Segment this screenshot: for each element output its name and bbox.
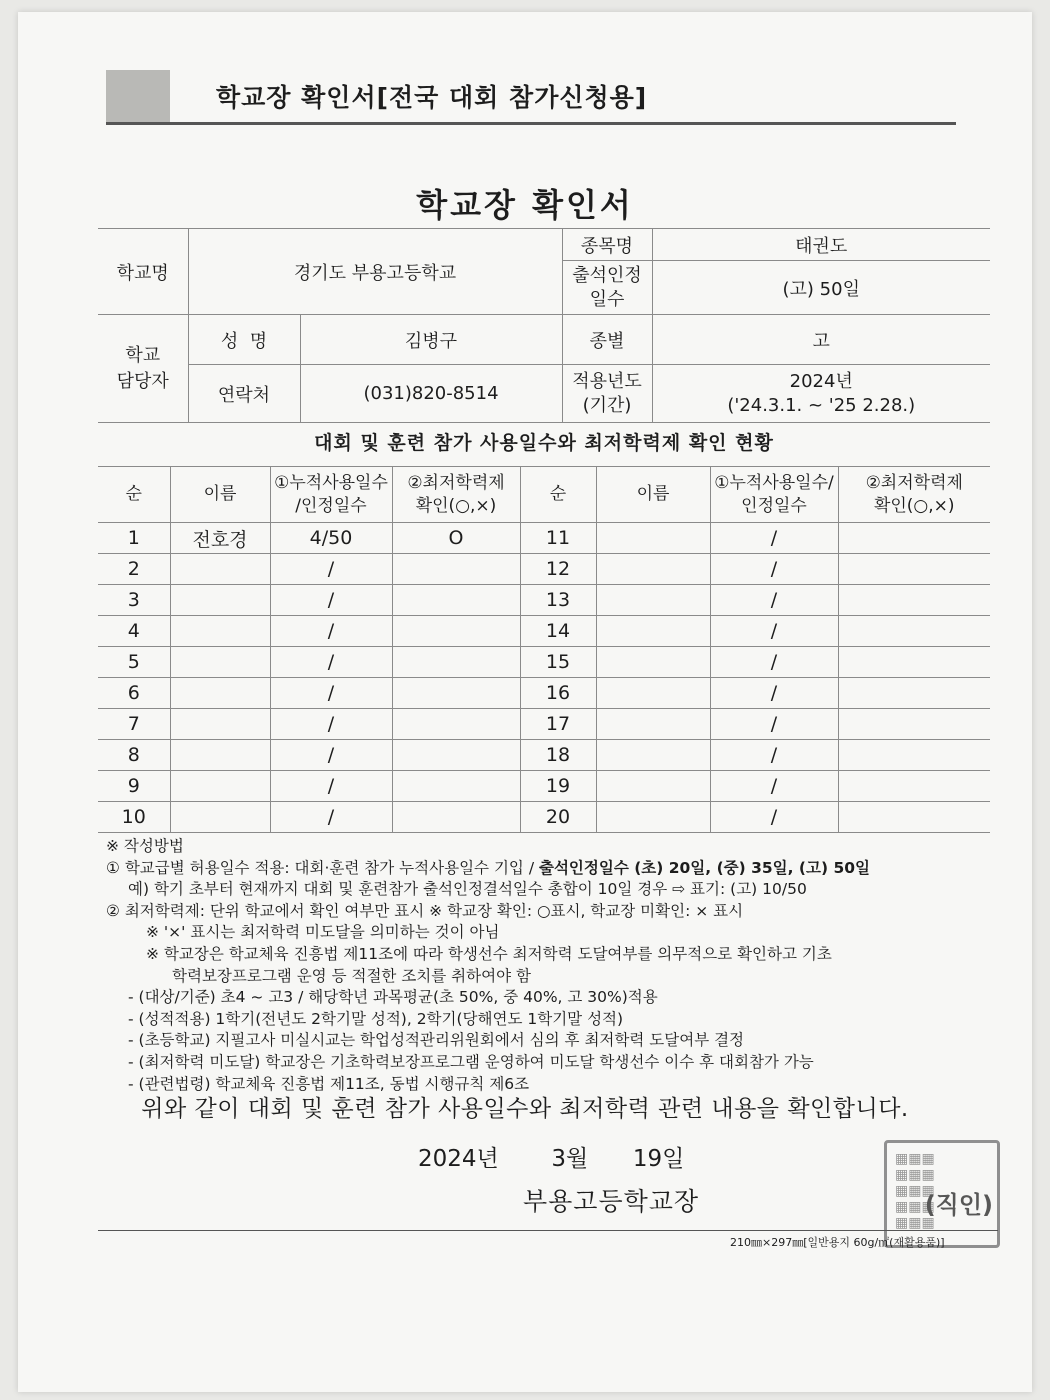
note-2-b-cont: 학력보장프로그램 운영 등 적절한 조치를 취하여야 함 xyxy=(172,966,531,985)
section-title: 대회 및 훈련 참가 사용일수와 최저학력제 확인 현황 xyxy=(314,432,774,454)
participation-table xyxy=(98,466,990,833)
row-days-right: / xyxy=(710,523,838,554)
school-name: 경기도 부용고등학교 xyxy=(188,229,562,315)
date-month: 3월 xyxy=(551,1146,589,1172)
document-title: 학교장 확인서 xyxy=(416,186,634,224)
col-days-right: ①누적사용일수/ 인정일수 xyxy=(710,467,838,523)
row-check xyxy=(392,647,520,678)
row-name-right xyxy=(596,647,710,678)
name-label: 성 명 xyxy=(188,315,300,365)
instructions xyxy=(106,836,1006,1095)
row-no: 8 xyxy=(98,740,170,771)
seal-icon: ▦▦▦ ▦▦▦ ▦▦▦ ▦▦▦ ▦▦▦ xyxy=(895,1151,935,1231)
row-check xyxy=(392,585,520,616)
row-check-right xyxy=(838,554,990,585)
date-day: 19일 xyxy=(632,1146,685,1172)
row-no-right: 18 xyxy=(520,740,596,771)
col-name: 이름 xyxy=(170,467,270,523)
row-days: / xyxy=(270,647,392,678)
attendance-label: 출석인정 일수 xyxy=(562,261,652,315)
notes-heading: ※ 작성방법 xyxy=(106,837,184,855)
row-name xyxy=(170,678,270,709)
table-row xyxy=(98,523,990,554)
row-no-right: 16 xyxy=(520,678,596,709)
note-1 xyxy=(106,858,1006,880)
row-days-right: / xyxy=(710,647,838,678)
col-check: ②최저학력제 확인(○,×) xyxy=(392,467,520,523)
detail-4: - (최저학력 미도달) 학교장은 기초학력보장프로그램 운영하여 미도달 학생선수 이수 후 대회참가 가능 xyxy=(128,1052,814,1071)
row-name-right xyxy=(596,802,710,833)
row-days: / xyxy=(270,616,392,647)
table-row xyxy=(98,771,990,802)
note-1-text: ① 학교급별 허용일수 적용: 대회·훈련 참가 누적사용일수 기입 / xyxy=(106,858,539,877)
row-check-right xyxy=(838,802,990,833)
row-name: 전호경 xyxy=(170,523,270,554)
period-value: ('24.3.1. ~ '25 2.28.) xyxy=(727,394,916,416)
document-page xyxy=(18,12,1032,1392)
event-value: 태권도 xyxy=(652,229,990,261)
row-no: 10 xyxy=(98,802,170,833)
row-days: / xyxy=(270,740,392,771)
bottom-divider xyxy=(98,1230,998,1231)
date-year: 2024년 xyxy=(418,1146,499,1172)
row-days-right: / xyxy=(710,771,838,802)
detail-5: - (관련법령) 학교체육 진흥법 제11조, 동법 시행규칙 제6조 xyxy=(128,1074,530,1093)
row-days: / xyxy=(270,678,392,709)
row-days: / xyxy=(270,802,392,833)
table-row xyxy=(98,709,990,740)
row-name xyxy=(170,616,270,647)
row-no: 3 xyxy=(98,585,170,616)
note-2-a: ※ '×' 표시는 최저학력 미도달을 의미하는 것이 아님 xyxy=(146,923,500,942)
participation-rows xyxy=(98,523,990,833)
row-check-right xyxy=(838,585,990,616)
table-row xyxy=(98,678,990,709)
row-no-right: 17 xyxy=(520,709,596,740)
row-check-right xyxy=(838,616,990,647)
row-days: 4/50 xyxy=(270,523,392,554)
row-no-right: 15 xyxy=(520,647,596,678)
year-label: 적용년도 (기간) xyxy=(562,365,652,423)
row-days-right: / xyxy=(710,802,838,833)
row-days-right: / xyxy=(710,709,838,740)
note-1-example: 예) 학기 초부터 현재까지 대회 및 훈련참가 출석인정결석일수 총합이 10일 경우 ⇨ 표기: (고) 10/50 xyxy=(128,880,807,899)
row-days: / xyxy=(270,554,392,585)
row-name xyxy=(170,709,270,740)
row-check xyxy=(392,709,520,740)
row-check-right xyxy=(838,709,990,740)
row-name-right xyxy=(596,709,710,740)
table-row xyxy=(98,802,990,833)
paper-spec: 210㎜×297㎜[일반용지 60g/㎡(재활용품)] xyxy=(730,1236,945,1249)
row-check-right xyxy=(838,771,990,802)
row-days-right: / xyxy=(710,678,838,709)
detail-3: - (초등학교) 지필고사 미실시교는 학업성적관리위원회에서 심의 후 최저학력 도달여부 결정 xyxy=(128,1031,745,1050)
row-check-right xyxy=(838,740,990,771)
contact-label: 학교 담당자 xyxy=(98,315,188,423)
row-check xyxy=(392,740,520,771)
header-shade-block xyxy=(106,70,170,122)
header-bar xyxy=(106,70,956,125)
division-label: 종별 xyxy=(562,315,652,365)
row-no-right: 11 xyxy=(520,523,596,554)
detail-1: - (대상/기준) 초4 ~ 고3 / 해당학년 과목평균(초 50%, 중 40%, 고 30%)적용 xyxy=(128,988,658,1007)
row-no: 1 xyxy=(98,523,170,554)
row-no-right: 14 xyxy=(520,616,596,647)
row-no: 6 xyxy=(98,678,170,709)
row-name xyxy=(170,554,270,585)
year-cell xyxy=(652,365,990,423)
row-name-right xyxy=(596,554,710,585)
col-check-right: ②최저학력제 확인(○,×) xyxy=(838,467,990,523)
row-check xyxy=(392,802,520,833)
note-1-bold: 출석인정일수 (초) 20일, (중) 35일, (고) 50일 xyxy=(538,858,871,877)
table-row xyxy=(98,554,990,585)
row-days: / xyxy=(270,709,392,740)
row-name-right xyxy=(596,771,710,802)
table-row xyxy=(98,616,990,647)
row-name xyxy=(170,585,270,616)
row-days: / xyxy=(270,771,392,802)
row-no: 9 xyxy=(98,771,170,802)
row-no: 7 xyxy=(98,709,170,740)
row-name xyxy=(170,740,270,771)
row-no-right: 19 xyxy=(520,771,596,802)
confirm-statement: 위와 같이 대회 및 훈련 참가 사용일수와 최저학력 관련 내용을 확인합니다. xyxy=(141,1096,909,1122)
detail-2: - (성적적용) 1학기(전년도 2학기말 성적), 2학기(당해연도 1학기말 성적) xyxy=(128,1009,624,1028)
seal-label: (직인) xyxy=(924,1191,993,1219)
table-row xyxy=(98,585,990,616)
row-name xyxy=(170,771,270,802)
row-days: / xyxy=(270,585,392,616)
col-name-right: 이름 xyxy=(596,467,710,523)
row-no-right: 20 xyxy=(520,802,596,833)
row-name xyxy=(170,802,270,833)
row-check-right xyxy=(838,678,990,709)
note-2-b: ※ 학교장은 학교체육 진흥법 제11조에 따라 학생선수 최저학력 도달여부를 의무적으로 확인하고 기초 xyxy=(146,944,832,963)
row-days-right: / xyxy=(710,554,838,585)
row-name xyxy=(170,647,270,678)
table-row xyxy=(98,647,990,678)
principal-name: 부용고등학교장 xyxy=(523,1187,700,1216)
row-days-right: / xyxy=(710,740,838,771)
row-check-right xyxy=(838,523,990,554)
note-2: ② 최저학력제: 단위 학교에서 확인 여부만 표시 ※ 학교장 확인: ○표시, 학교장 미확인: × 표시 xyxy=(106,901,744,920)
row-check xyxy=(392,616,520,647)
row-check xyxy=(392,771,520,802)
attendance-value: (고) 50일 xyxy=(652,261,990,315)
row-check xyxy=(392,678,520,709)
row-name-right xyxy=(596,523,710,554)
col-no-right: 순 xyxy=(520,467,596,523)
row-name-right xyxy=(596,740,710,771)
row-days-right: / xyxy=(710,585,838,616)
row-no-right: 13 xyxy=(520,585,596,616)
event-label: 종목명 xyxy=(562,229,652,261)
info-table xyxy=(98,228,990,423)
row-no: 5 xyxy=(98,647,170,678)
phone-value: (031)820-8514 xyxy=(300,365,562,423)
col-days: ①누적사용일수 /인정일수 xyxy=(270,467,392,523)
row-no: 2 xyxy=(98,554,170,585)
year-value: 2024년 xyxy=(789,370,853,392)
table-row xyxy=(98,740,990,771)
col-no: 순 xyxy=(98,467,170,523)
row-name-right xyxy=(596,585,710,616)
name-value: 김병구 xyxy=(300,315,562,365)
row-check xyxy=(392,554,520,585)
issue-date xyxy=(418,1140,684,1173)
row-check-right xyxy=(838,647,990,678)
header-title: 학교장 확인서[전국 대회 참가신청용] xyxy=(216,83,648,112)
row-check: O xyxy=(392,523,520,554)
official-seal-stamp xyxy=(884,1140,1000,1248)
row-no-right: 12 xyxy=(520,554,596,585)
row-no: 4 xyxy=(98,616,170,647)
row-name-right xyxy=(596,678,710,709)
phone-label: 연락처 xyxy=(188,365,300,423)
row-days-right: / xyxy=(710,616,838,647)
division-value: 고 xyxy=(652,315,990,365)
school-label: 학교명 xyxy=(98,229,188,315)
row-name-right xyxy=(596,616,710,647)
